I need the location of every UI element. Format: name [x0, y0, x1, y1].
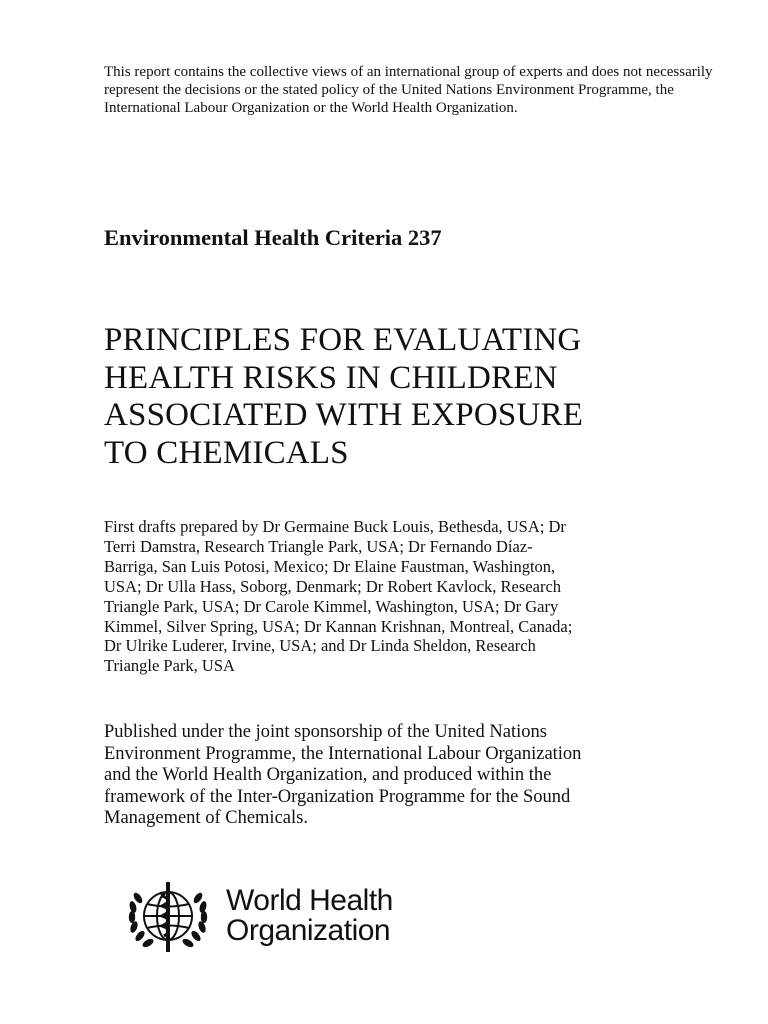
- authors-paragraph: [104, 517, 724, 676]
- sponsorship-line: Management of Chemicals.: [104, 808, 308, 828]
- who-emblem-icon: [118, 876, 218, 956]
- sponsorship-line: Environment Programme, the International Labour Organization: [104, 743, 582, 764]
- who-wordmark: [226, 886, 393, 946]
- authors-line: Barriga, San Luis Potosi, Mexico; Dr Elaine Faustman, Washington,: [104, 556, 556, 576]
- authors-line: First drafts prepared by Dr Germaine Buck Louis, Bethesda, USA; Dr: [104, 517, 566, 536]
- disclaimer-text: This report contains the collective views of an international group of experts and does not necessarily represent the decisions or the stated policy of the United Nations Environment Programme, the International Labour Organization or the World Health Organization.: [104, 64, 713, 116]
- main-title: [104, 322, 744, 472]
- who-logo: [118, 876, 448, 956]
- authors-line: Dr Ulrike Luderer, Irvine, USA; and Dr Linda Sheldon, Research: [104, 636, 536, 656]
- series-title: Environmental Health Criteria 237: [104, 225, 442, 250]
- authors-line: Triangle Park, USA; Dr Carole Kimmel, Washington, USA; Dr Gary: [104, 596, 559, 616]
- sponsorship-line: Published under the joint sponsorship of the United Nations: [104, 722, 547, 742]
- main-title-line: PRINCIPLES FOR EVALUATING: [104, 322, 582, 358]
- authors-line: Terri Damstra, Research Triangle Park, USA; Dr Fernando Díaz-: [104, 536, 533, 556]
- sponsorship-line: and the World Health Organization, and produced within the: [104, 765, 552, 785]
- sponsorship-paragraph: [104, 722, 734, 830]
- who-wordmark-line2: Organization: [226, 914, 391, 947]
- who-wordmark-line1: World Health: [226, 884, 393, 917]
- authors-line: Kimmel, Silver Spring, USA; Dr Kannan Krishnan, Montreal, Canada;: [104, 616, 573, 636]
- main-title-line: TO CHEMICALS: [104, 434, 349, 471]
- main-title-line: ASSOCIATED WITH EXPOSURE: [104, 397, 584, 433]
- main-title-line: HEALTH RISKS IN CHILDREN: [104, 359, 558, 396]
- sponsorship-line: framework of the Inter-Organization Programme for the Sound: [104, 786, 571, 807]
- authors-line: Triangle Park, USA: [104, 656, 235, 676]
- authors-line: USA; Dr Ulla Hass, Soborg, Denmark; Dr Robert Kavlock, Research: [104, 576, 562, 596]
